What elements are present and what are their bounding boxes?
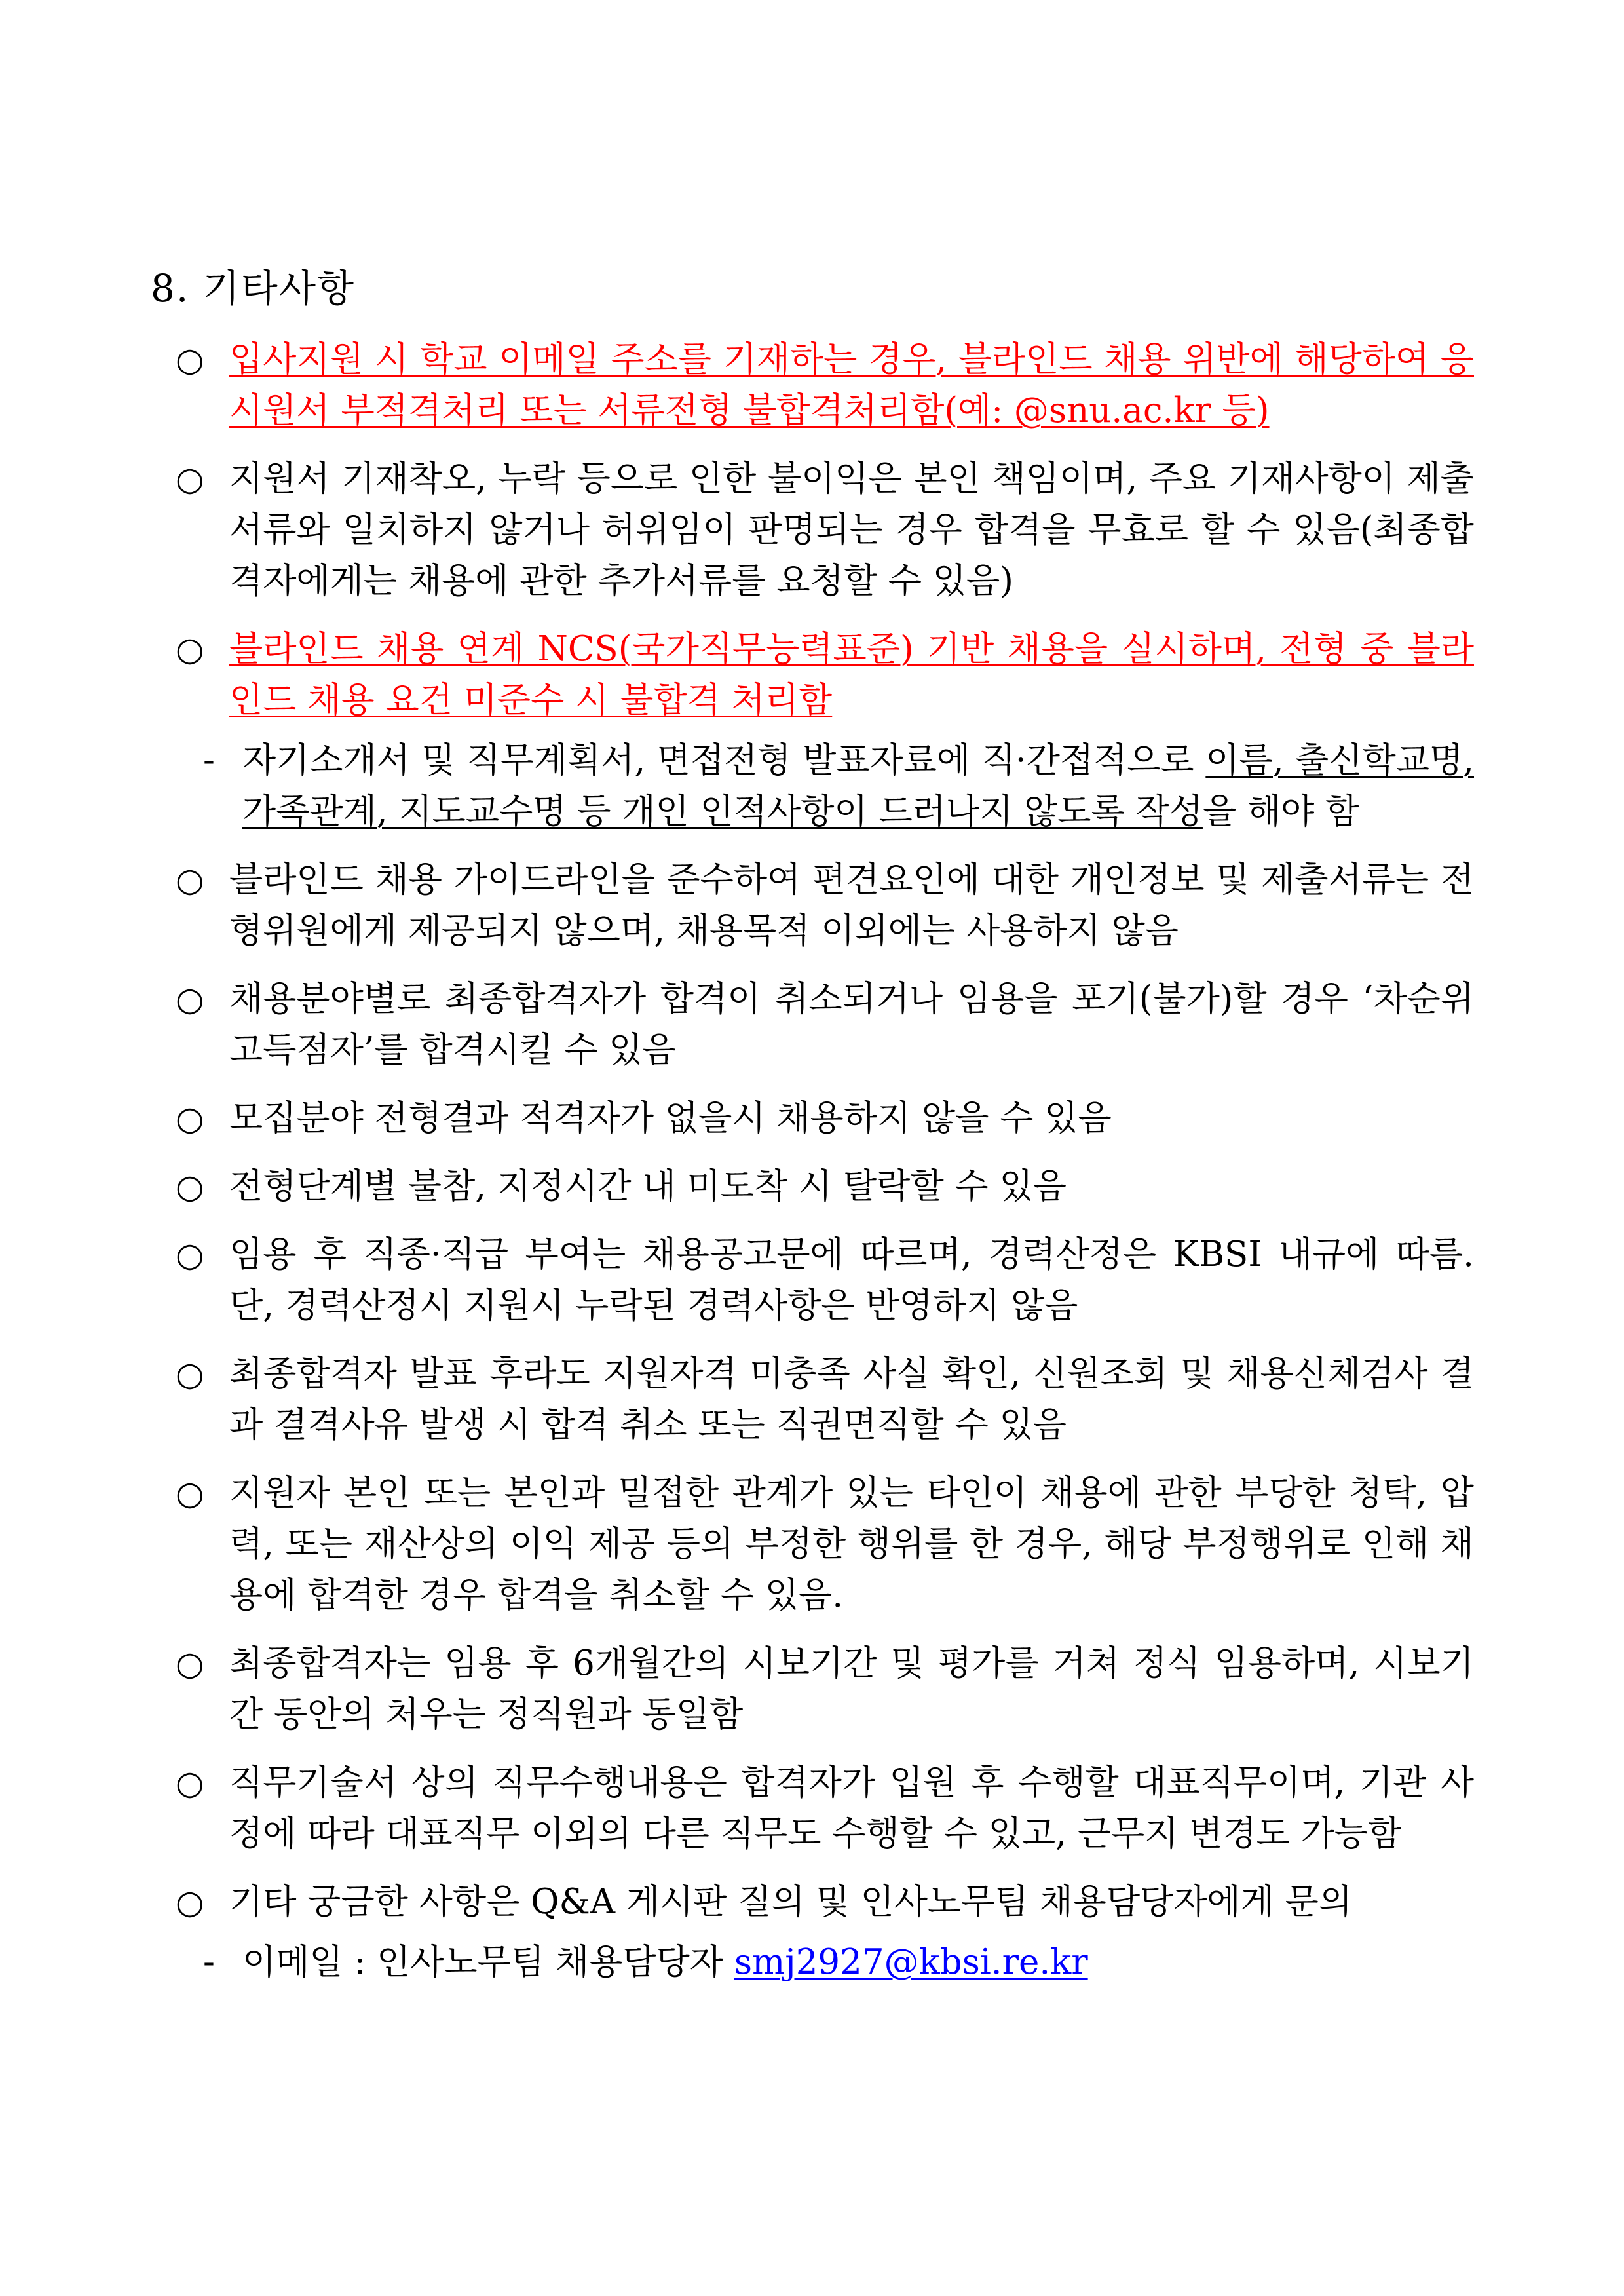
item-text: 최종합격자 발표 후라도 지원자격 미충족 사실 확인, 신원조회 및 채용신체검사 결과 결격사유 발생 시 합격 취소 또는 직권면직할 수 있음 — [229, 1354, 1474, 1445]
sub-item-text: 자기소개서 및 직무계획서, 면접전형 발표자료에 직·간접적으로 — [242, 740, 1206, 780]
item-text: 직무기술서 상의 직무수행내용은 합격자가 입원 후 수행할 대표직무이며, 기관 사정에 따라 대표직무 이외의 다른 직무도 수행할 수 있고, 근무지 변경도 가능함 — [229, 1763, 1474, 1854]
dash-marker: - — [203, 1942, 215, 1982]
list-item — [151, 1093, 1474, 1144]
item-text: 최종합격자는 임용 후 6개월간의 시보기간 및 평가를 거쳐 정식 임용하며, 시보기간 동안의 처우는 정직원과 동일함 — [229, 1643, 1474, 1734]
bullet-circle-icon: ○ — [176, 1168, 204, 1206]
item-text: 모집분야 전형결과 적격자가 없을시 채용하지 않을 수 있음 — [229, 1098, 1112, 1138]
list-item — [151, 334, 1474, 436]
list-item — [151, 453, 1474, 607]
item-text: 임용 후 직종·직급 부여는 채용공고문에 따르며, 경력산정은 KBSI 내규에 따름. 단, 경력산정시 지원시 누락된 경력사항은 반영하지 않음 — [229, 1234, 1474, 1326]
item-text: 기타 궁금한 사항은 Q&A 게시판 질의 및 인사노무팀 채용담당자에게 문의 — [229, 1882, 1353, 1922]
sub-item-contact — [151, 1937, 1474, 1988]
bullet-circle-icon: ○ — [176, 1100, 204, 1138]
contact-email-link[interactable]: smj2927@kbsi.re.kr — [734, 1942, 1088, 1982]
contact-label: 이메일 : 인사노무팀 채용담당자 — [242, 1942, 734, 1982]
list-item — [151, 1161, 1474, 1212]
list-item — [151, 1349, 1474, 1451]
bullet-circle-icon: ○ — [176, 1764, 204, 1802]
document-page — [151, 262, 1474, 2005]
sub-item — [151, 735, 1474, 837]
list-item — [151, 854, 1474, 957]
list-item — [151, 1757, 1474, 1860]
list-item — [151, 1229, 1474, 1331]
bullet-circle-icon: ○ — [176, 1645, 204, 1683]
bullet-circle-icon: ○ — [176, 630, 204, 668]
item-text: 전형단계별 불참, 지정시간 내 미도착 시 탈락할 수 있음 — [229, 1166, 1067, 1206]
item-text: 블라인드 채용 가이드라인을 준수하여 편견요인에 대한 개인정보 및 제출서류는 전형위원에게 제공되지 않으며, 채용목적 이외에는 사용하지 않음 — [229, 860, 1474, 951]
bullet-circle-icon: ○ — [176, 1883, 204, 1921]
item-text: 지원서 기재착오, 누락 등으로 인한 불이익은 본인 책임이며, 주요 기재사항이 제출서류와 일치하지 않거나 허위임이 판명되는 경우 합격을 무효로 할 수 있음(최종합격자에게는 채용에 관한 추가서류를 요청할 수 있음) — [229, 459, 1474, 601]
list-item — [151, 1877, 1474, 1928]
bullet-circle-icon: ○ — [176, 1474, 204, 1512]
bullet-circle-icon: ○ — [176, 460, 204, 498]
bullet-circle-icon: ○ — [176, 341, 204, 379]
bullet-circle-icon: ○ — [176, 1355, 204, 1393]
sub-item-underlined-text: 이름, 출신학교명, 가족관계, 지도교수명 등 개인 인적사항이 드러나지 않도록 작성 — [242, 740, 1474, 832]
list-item — [151, 1468, 1474, 1621]
section-title: 8. 기타사항 — [151, 266, 355, 311]
item-text-blind-hiring: 블라인드 채용 연계 NCS(국가직무능력표준) 기반 채용을 실시하며, 전형 중 블라인드 채용 요건 미준수 시 불합격 처리함 — [229, 629, 1474, 720]
dash-marker: - — [203, 740, 215, 780]
list-item — [151, 1638, 1474, 1740]
sub-item-text-end: 을 해야 함 — [1202, 792, 1359, 832]
item-text: 채용분야별로 최종합격자가 합격이 취소되거나 임용을 포기(불가)할 경우 ‘차순위 고득점자’를 합격시킬 수 있음 — [229, 979, 1474, 1070]
bullet-circle-icon: ○ — [176, 861, 204, 899]
item-text-email-warning: 입사지원 시 학교 이메일 주소를 기재하는 경우, 블라인드 채용 위반에 해당하여 응시원서 부적격처리 또는 서류전형 불합격처리함(예: @snu.ac.kr 등) — [229, 339, 1474, 430]
bullet-circle-icon: ○ — [176, 1236, 204, 1274]
item-text: 지원자 본인 또는 본인과 밀접한 관계가 있는 타인이 채용에 관한 부당한 청탁, 압력, 또는 재산상의 이익 제공 등의 부정한 행위를 한 경우, 해당 부정행위로 인해 채용에 합격한 경우 합격을 취소할 수 있음. — [229, 1473, 1474, 1615]
bullet-circle-icon: ○ — [176, 980, 204, 1018]
list-item — [151, 624, 1474, 726]
list-item — [151, 974, 1474, 1076]
